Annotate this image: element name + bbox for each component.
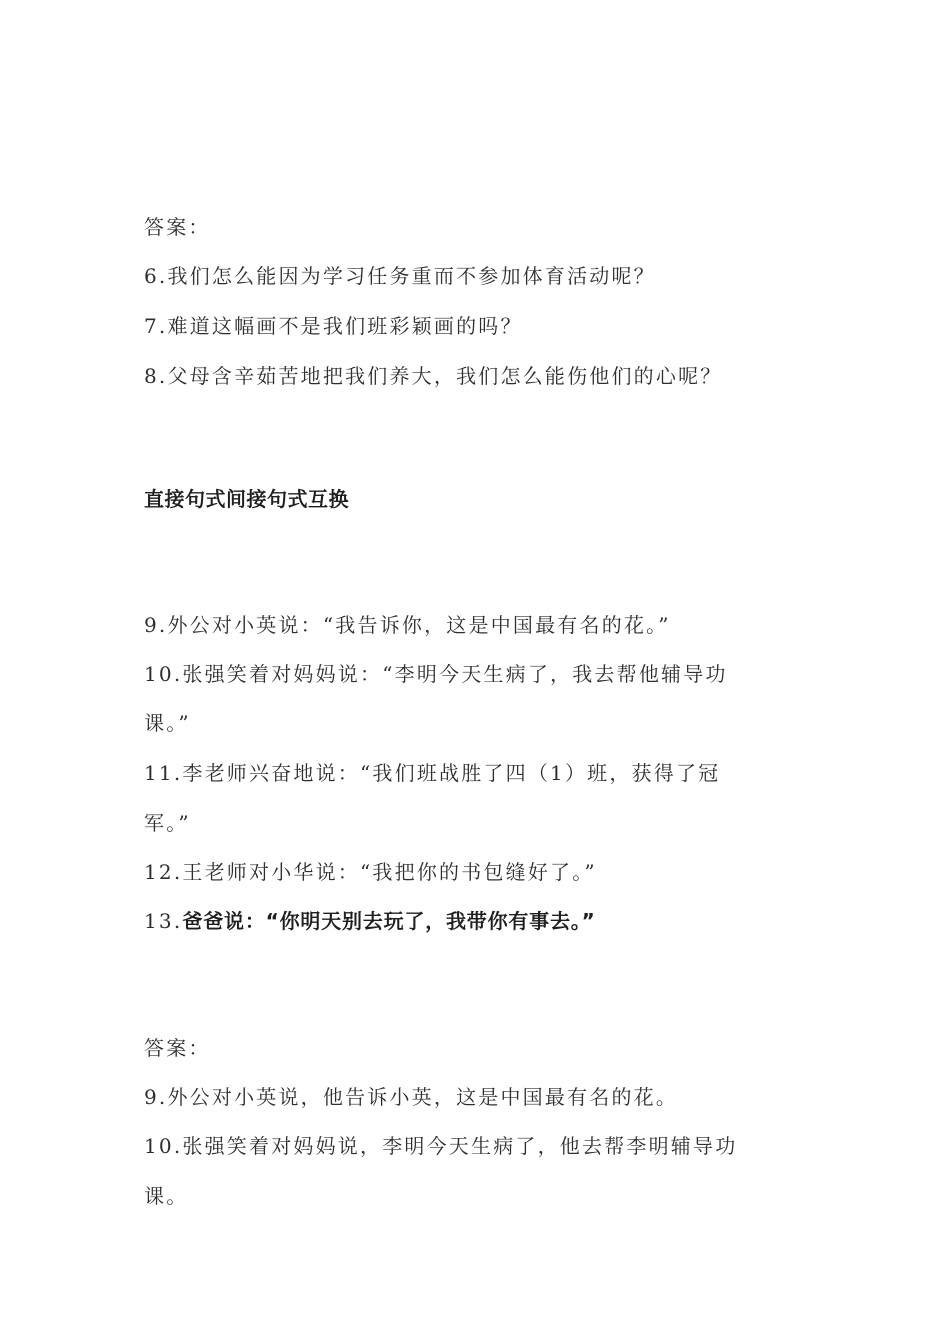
question-line: 10.张强笑着对妈妈说：“李明今天生病了，我去帮他辅导功 (144, 662, 728, 686)
question-line-continued: 军。” (144, 811, 191, 835)
answer-line-continued: 课。 (144, 1184, 189, 1208)
question-number: 13. (144, 909, 183, 933)
answer-line: 8.父母含辛茹苦地把我们养大，我们怎么能伤他们的心呢？ (144, 364, 723, 388)
answer-line: 6.我们怎么能因为学习任务重而不参加体育活动呢？ (144, 264, 656, 288)
answer-label: 答案： (144, 1036, 211, 1060)
answer-line: 10.张强笑着对妈妈说，李明今天生病了，他去帮李明辅导功 (144, 1134, 738, 1158)
question-line (144, 906, 824, 936)
question-line: 9.外公对小英说：“我告诉你，这是中国最有名的花。” (144, 613, 671, 637)
question-text: 爸爸说：“你明天别去玩了，我带你有事去。” (182, 909, 596, 933)
question-line: 12.王老师对小华说：“我把你的书包缝好了。” (144, 860, 597, 884)
answer-line: 7.难道这幅画不是我们班彩颖画的吗？ (144, 314, 523, 338)
answer-line: 9.外公对小英说，他告诉小英，这是中国最有名的花。 (144, 1085, 679, 1109)
question-line-continued: 课。” (144, 711, 191, 735)
section-heading: 直接句式间接句式互换 (144, 487, 349, 511)
question-line: 11.李老师兴奋地说：“我们班战胜了四（1）班，获得了冠 (144, 761, 721, 785)
answer-label: 答案： (144, 215, 211, 239)
